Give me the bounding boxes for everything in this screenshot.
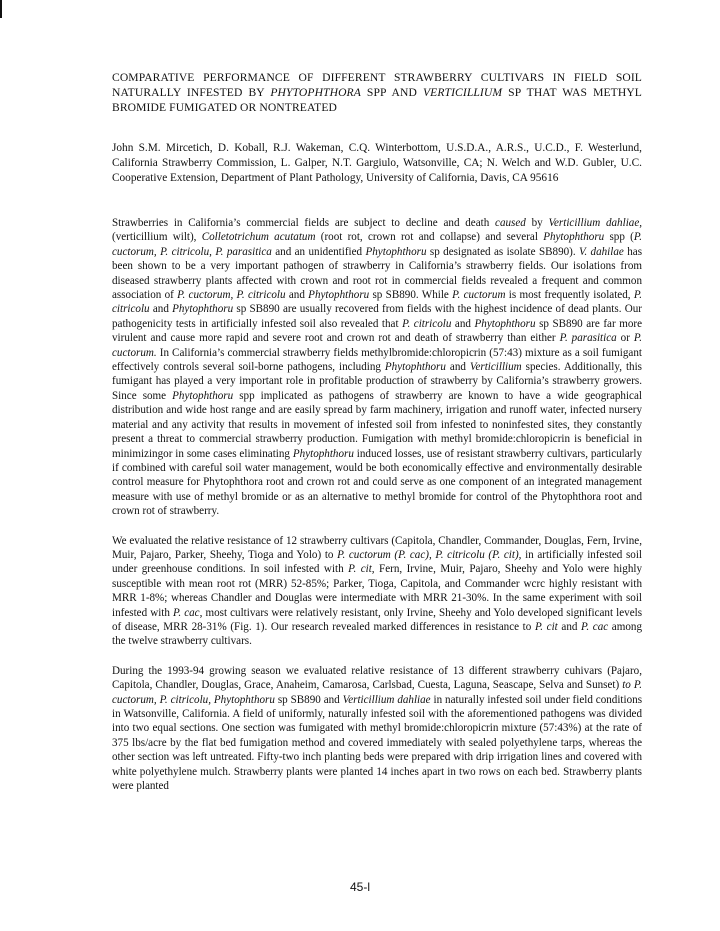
text-run-italic: P. cuctorum, P. citricolu, P. parasitica — [112, 231, 642, 258]
text-run: by — [525, 217, 549, 229]
text-run: spp implicated as pathogens of strawberry are known to have a wide geographical distribution and wide host range and are easily spread by farm machinery, irrigation and runoff water, infected nursery material and any activity that results in movement of infested soil from infested to noninfested sites, they constantly present a threat to commercial strawberry production. Fumigation with methyl bromide:chloropicrin is beneficial in minimizingor in some cases eliminating — [112, 389, 642, 460]
text-run: and — [445, 361, 470, 374]
body-text — [112, 216, 642, 793]
text-run-italic: Phytophthoru — [384, 361, 446, 374]
text-run: species. Additionally, this fumigant has played a very important role in profitable production of strawberry by California’s strawberry growers. Since some — [112, 361, 642, 402]
title-italic: VERTICILLIUM — [422, 86, 503, 99]
text-run-italic: Phytophthoru — [474, 317, 536, 330]
text-run: in artificially infested soil under greenhouse conditions. In soil infested with — [112, 548, 643, 576]
text-run-italic: P. citricolu — [402, 317, 452, 330]
text-run: induced losses, use of resistant strawberry cultivars, particularly if combined with careful soil water management, would be both economically effective and environmentally desirable control measure for Phytophthora root and crown rot and could serve as one component of an integrated management measure with use of methyl bromide or as an alternative to methyl bromide for control of the Phytophthora root and crown rot of strawberry. — [112, 447, 643, 518]
text-run-italic: caused — [495, 217, 526, 229]
text-run-italic: P. cuctorum, P. citricolu — [177, 289, 286, 302]
text-run: and — [149, 303, 173, 316]
text-run: sp SB890 are far more virulent and cause more rapid and severe root and crown rot and death of strawberry than either — [112, 317, 642, 345]
text-run-italic: Phytophthoru — [172, 303, 234, 316]
text-run-italic: P. cuctorum. — [112, 332, 642, 359]
text-run-italic: Verticillium — [469, 361, 522, 374]
text-run: Strawberries in California’s commercial fields are subject to decline and death — [112, 217, 496, 229]
text-run-italic: Verticillium dahliae — [342, 693, 431, 706]
text-run: sp SB890 are usually recovered from fields with the highest incidence of dead plants. Our pathogenicity tests in artificially infested soil also revealed that — [112, 303, 642, 330]
text-run: is most frequently isolated, — [505, 289, 634, 302]
text-run-italic: Colletotrichum acutatum — [201, 231, 316, 244]
text-run: (verticillium wilt), — [112, 231, 202, 244]
paper-title — [112, 70, 642, 115]
text-run-italic: P. parasitica — [559, 332, 617, 345]
title-part: COMPARATIVE PERFORMANCE OF DIFFERENT STRAWBERRY CULTIVARS IN FIELD SOIL NATURALLY INFESTED BY — [112, 71, 642, 99]
text-run: In California’s commercial strawberry fields methylbromide:chloropicrin (57:43) mixture as a soil fumigant effectively controls several soil-borne pathogens, including — [112, 346, 642, 374]
text-run-italic: to P. cuctorum, P. citricolu, Phytophthoru — [112, 679, 642, 706]
text-run-italic: V. dahilae — [579, 245, 624, 258]
text-run: sp SB890. While — [369, 289, 453, 302]
text-run-italic: P. cit — [534, 620, 558, 633]
title-part: SPP AND — [360, 86, 423, 99]
text-run: and — [557, 620, 582, 633]
text-run: During the 1993-94 growing season we evaluated relative resistance of 13 different strawberry cuhivars (Pajaro, Capitola, Chandler, Douglas, Grace, Anaheim, Camarosa, Carlsbad, Cuesta, Laguna, Seascape, Selva and Sunset) — [112, 664, 642, 692]
text-run: in naturally infested soil under field conditions in Watsonville, California. A field of uniformly, naturally infested soil with the aforementioned pathogens was divided into two equal sections. One section was fumigated with methyl bromide:chloropicrin mixture (57:43%) at the rate of 375 lbs/acre by the flat bed fumigation method and covered immediately with sealed polyethylene tarps, whereas the other section was left untreated. Fifty-two inch planting beds were prepared with drip irrigation lines and covered with white polyethylene mulch. Strawberry plants were planted 14 inches apart in two rows on each bed. Strawberry plants were planted — [112, 693, 643, 793]
text-run-italic: Phytophthoru — [292, 447, 354, 460]
text-run: Fern, Irvine, Muir, Pajaro, Sheehy and Yolo were highly susceptible with mean root rot (MRR) 52-85%; Parker, Tioga, Capitola, and Commander wcrc highly resistant with MRR 1-8%; whereas Chandler and Douglas were intermediate with MRR 21-30%. In the same experiment with soil infested with — [112, 563, 642, 619]
page-edge-mark — [0, 0, 2, 18]
text-run-italic: P. cuctorum — [452, 289, 506, 302]
text-run: (root rot, crown rot and collapse) and several — [315, 231, 544, 244]
text-run: and — [451, 317, 475, 330]
page-number: 45-l — [349, 880, 370, 894]
text-run-italic: Phytophthoru — [365, 245, 427, 258]
paragraph-introduction — [112, 216, 642, 519]
text-run-italic: P. cac — [581, 620, 609, 633]
text-run: sp SB890 and — [274, 693, 343, 706]
text-run: and an unidentified — [271, 245, 366, 258]
text-run-italic: P. citricolu (P. cit), — [435, 548, 522, 561]
title-italic: PHYTOPHTHORA — [270, 86, 361, 99]
paragraph-field-study — [112, 664, 642, 794]
text-run-italic: P. cuctorum (P. cac), — [337, 548, 432, 561]
text-run-italic: Verticillium dahliae, — [548, 217, 643, 229]
text-run: spp ( — [604, 231, 634, 244]
text-run-italic: P. cit, — [348, 563, 375, 576]
text-run-italic: Phytophthoru — [543, 231, 605, 244]
text-run: We evaluated the relative resistance of 12 strawberry cultivars (Capitola, Chandler, Commander, Douglas, Fern, Irvine, Muir, Pajaro, Parker, Sheehy, Tioga and Yolo) to — [112, 534, 642, 561]
paragraph-greenhouse-study — [112, 534, 642, 649]
text-run-italic: P. cac, — [173, 606, 203, 619]
text-run: or — [616, 332, 634, 345]
author-list: John S.M. Mircetich, D. Koball, R.J. Wakeman, C.Q. Winterbottom, U.S.D.A., A.R.S., U.C.D., F. Westerlund, California Strawberry Commission, L. Galper, N.T. Gargiulo, Watsonville, CA; N. Welch and W.D. Gubler, U.C. Cooperative Extension, Department of Plant Pathology, University of California, Davis, CA 95616 — [112, 142, 642, 184]
text-run-italic: Phytophthoru — [308, 289, 370, 302]
text-run: and — [285, 289, 309, 302]
text-run-italic: Phytophthoru — [172, 389, 234, 402]
document-page — [112, 70, 642, 808]
text-run: among the twelve strawberry cultivars. — [112, 620, 643, 648]
text-run-italic: P. citricolu — [112, 289, 642, 316]
text-run: most cultivars were relatively resistant, only Irvine, Sheehy and Yolo developed significant levels of disease, MRR 28-31% (Fig. 1). Our research revealed marked differences in resistance to — [112, 606, 643, 633]
title-part: SP THAT WAS METHYL BROMIDE FUMIGATED OR NONTREATED — [112, 86, 642, 114]
text-run: has been shown to be a very important pathogen of strawberry in California’s strawberry fields. Our isolations from diseased strawberry plants affected with crown and root rot in commercial fields revealed a frequent and common association of — [112, 245, 643, 302]
text-run: sp designated as isolate SB890). — [426, 245, 580, 258]
